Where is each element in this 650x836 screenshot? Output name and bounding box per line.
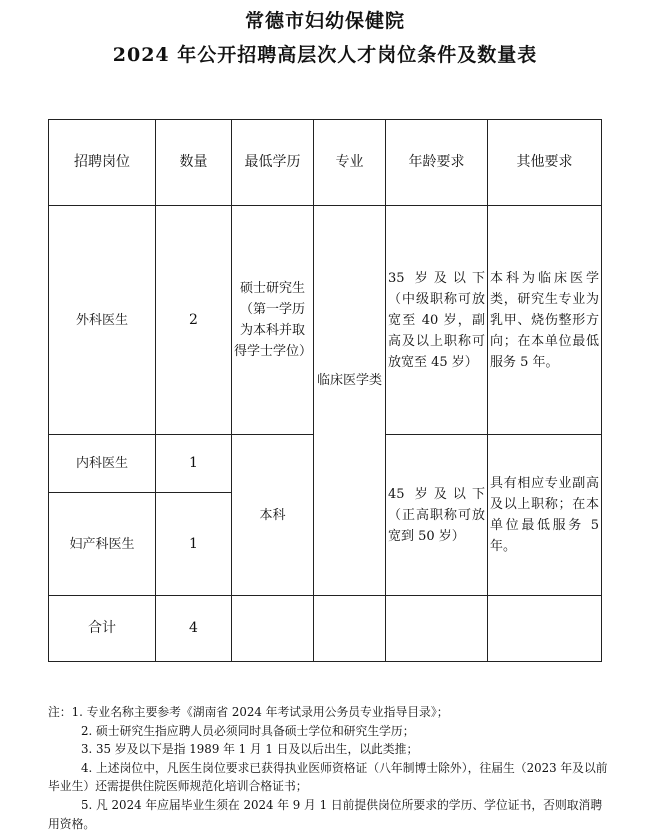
empty-cell	[314, 596, 386, 662]
empty-cell	[488, 596, 602, 662]
header-major: 专业	[314, 120, 386, 206]
note-item: 2. 硕士研究生指应聘人员必须同时具备硕士学位和研究生学历；	[81, 723, 415, 738]
row-position: 内科医生	[49, 435, 156, 493]
notes-section	[48, 703, 608, 833]
shared-other: 具有相应专业副高及以上职称；在本单位最低服务 5 年。	[488, 435, 602, 596]
row-count: 1	[156, 435, 232, 493]
total-count: 4	[156, 596, 232, 662]
empty-cell	[386, 596, 488, 662]
total-label: 合计	[49, 596, 156, 662]
note-item: 3. 35 岁及以下是指 1989 年 1 月 1 日及以后出生，以此类推；	[81, 742, 419, 757]
shared-major: 临床医学类	[314, 206, 386, 596]
table-row	[49, 206, 602, 435]
shared-age: 45 岁及以下（正高职称可放宽到 50 岁）	[386, 435, 488, 596]
row-position: 外科医生	[49, 206, 156, 435]
shared-education: 本科	[232, 435, 314, 596]
row-count: 1	[156, 493, 232, 596]
page-title: 常德市妇幼保健院	[244, 10, 405, 32]
page-subtitle: 2024 年公开招聘高层次人才岗位条件及数量表	[112, 44, 538, 66]
row-age: 35 岁及以下（中级职称可放宽至 40 岁，副高及以上职称可放宽至 45 岁）	[386, 206, 488, 435]
empty-cell	[232, 596, 314, 662]
note-item: 5. 凡 2024 年应届毕业生须在 2024 年 9 月 1 日前提供岗位所要求的学历、学位证书，否则取消聘用资格。	[48, 797, 603, 831]
header-age: 年龄要求	[386, 120, 488, 206]
total-row	[49, 596, 602, 662]
row-education: 硕士研究生（第一学历为本科并取得学士学位）	[232, 206, 314, 435]
header-count: 数量	[156, 120, 232, 206]
table-header-row	[49, 120, 602, 206]
row-other: 本科为临床医学类，研究生专业为乳甲、烧伤整形方向；在本单位最低服务 5 年。	[488, 206, 602, 435]
row-position: 妇产科医生	[49, 493, 156, 596]
header-other: 其他要求	[488, 120, 602, 206]
header-education: 最低学历	[232, 120, 314, 206]
note-item: 4. 上述岗位中，凡医生岗位要求已获得执业医师资格证（八年制博士除外），往届生（2023 年及以前毕业生）还需提供住院医师规范化培训合格证书；	[48, 760, 608, 794]
recruitment-table	[48, 119, 602, 662]
note-item: 注：1. 专业名称主要参考《湖南省 2024 年考试录用公务员专业指导目录》；	[48, 705, 449, 719]
header-position: 招聘岗位	[49, 120, 156, 206]
row-count: 2	[156, 206, 232, 435]
